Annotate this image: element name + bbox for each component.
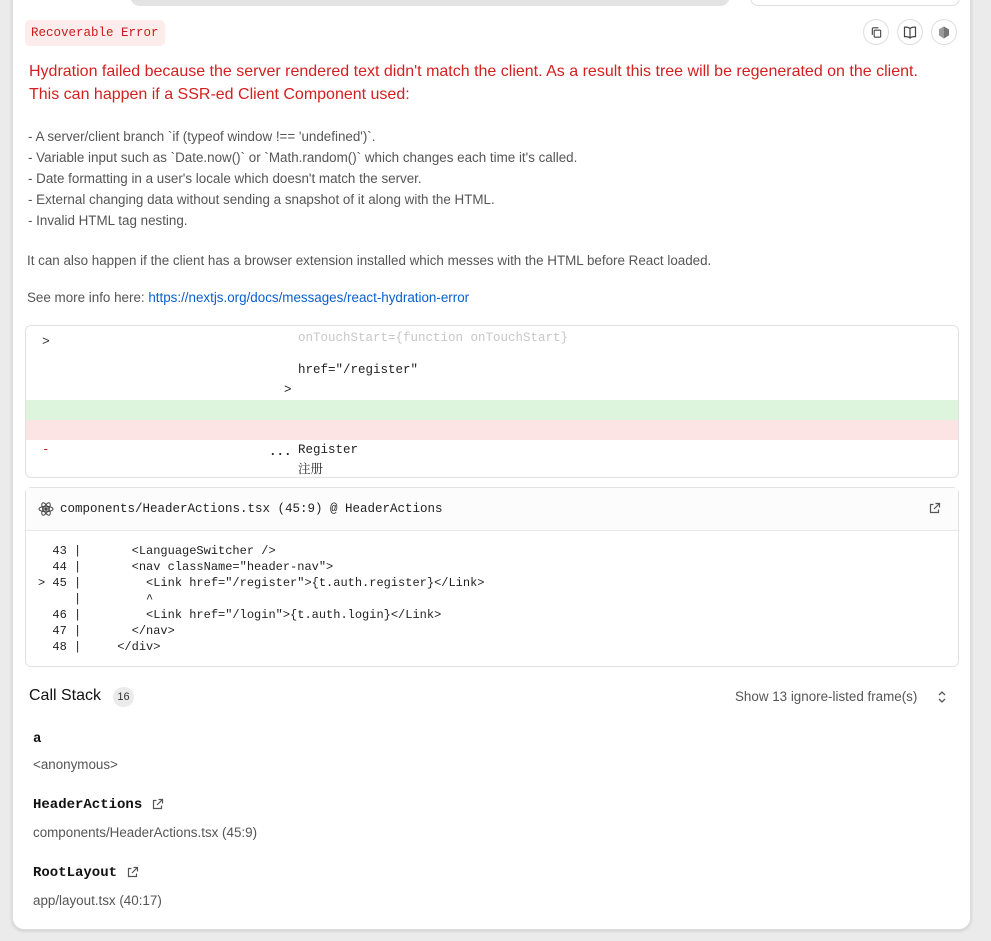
navigation-bar (130, 0, 730, 6)
code-line-highlighted: > 45 | <Link href="/register">{t.auth.register}</Link> (38, 576, 485, 590)
copy-icon (870, 26, 883, 39)
code-line: 44 | <nav className="header-nav"> (38, 560, 334, 574)
code-line: 47 | </nav> (38, 624, 175, 638)
docs-button[interactable] (897, 19, 923, 45)
cause-item: - Date formatting in a user's locale which doesn't match the server. (28, 171, 422, 186)
code-line-marker: | ^ (38, 592, 154, 606)
toolbar-button[interactable] (750, 0, 960, 6)
cause-item: - Invalid HTML tag nesting. (28, 213, 188, 228)
hydration-causes-list (28, 126, 577, 231)
cause-item: - Variable input such as `Date.now()` or `Math.random()` which changes each time it's called. (28, 150, 578, 165)
stack-frame-name: RootLayout (33, 865, 118, 881)
diff-faded-line (298, 331, 569, 353)
cause-item: - External changing data without sending a snapshot of it along with the HTML. (28, 192, 495, 207)
code-frame (25, 487, 959, 667)
call-stack-title: Call Stack (29, 687, 102, 704)
stack-frame-location: <anonymous> (33, 757, 118, 772)
ignore-listed-label: Show 13 ignore-listed frame(s) (735, 689, 918, 704)
code-line: 46 | <Link href="/login">{t.auth.login}</Link> (38, 608, 442, 622)
extension-note: It can also happen if the client has a browser extension installed which messes with the HTML before React loaded. (27, 253, 712, 268)
more-info (27, 290, 469, 305)
code-frame-header (26, 488, 958, 531)
copy-error-button[interactable] (863, 19, 889, 45)
expand-toggle[interactable]: > (42, 334, 50, 349)
error-message (29, 61, 959, 106)
diff-bracket-line: > (284, 383, 292, 397)
react-icon (38, 501, 54, 517)
node-debug-button[interactable] (931, 19, 957, 45)
code-line: 48 | </div> (38, 640, 161, 654)
code-frame-source (38, 543, 484, 655)
book-icon (903, 26, 917, 39)
stack-frame-location[interactable]: components/HeaderActions.tsx (45:9) (33, 825, 258, 840)
hydration-diff (25, 325, 959, 478)
removed-marker: - (42, 443, 50, 457)
stack-frame-name: a (33, 731, 42, 747)
code-line: 43 | <LanguageSwitcher /> (38, 544, 276, 558)
docs-link[interactable]: https://nextjs.org/docs/messages/react-hydration-error (148, 290, 470, 305)
external-link-icon[interactable] (928, 502, 941, 515)
diff-ellipsis: ... (269, 445, 292, 459)
chevrons-up-down-icon (937, 690, 947, 704)
external-link-icon[interactable] (126, 866, 139, 879)
stack-frame-name: HeaderActions (33, 797, 143, 813)
stack-frame-location[interactable]: app/layout.tsx (40:17) (33, 893, 162, 908)
diff-faded-text: onTouchStart={function onTouchStart} (298, 331, 569, 345)
more-info-label: See more info here: (27, 290, 149, 305)
error-type-badge: Recoverable Error (25, 20, 165, 46)
error-message-line: This can happen if a SSR-ed Client Component used: (29, 85, 410, 103)
cause-item: - A server/client branch `if (typeof window !== 'undefined')`. (28, 129, 376, 144)
ignore-listed-toggle[interactable] (735, 689, 917, 704)
external-link-icon[interactable] (151, 798, 164, 811)
diff-attribute-line: href="/register" (298, 363, 419, 377)
error-message-line: Hydration failed because the server rendered text didn't match the client. As a result this tree will be regenerated on the client. (29, 63, 918, 80)
nodejs-icon (938, 26, 950, 39)
code-frame-file: components/HeaderActions.tsx (45:9) @ HeaderActions (60, 502, 443, 516)
call-stack-count: 16 (113, 687, 134, 707)
removed-text: 注册 (298, 463, 324, 477)
diff-added-line (26, 400, 958, 457)
added-text: Register (298, 443, 359, 457)
